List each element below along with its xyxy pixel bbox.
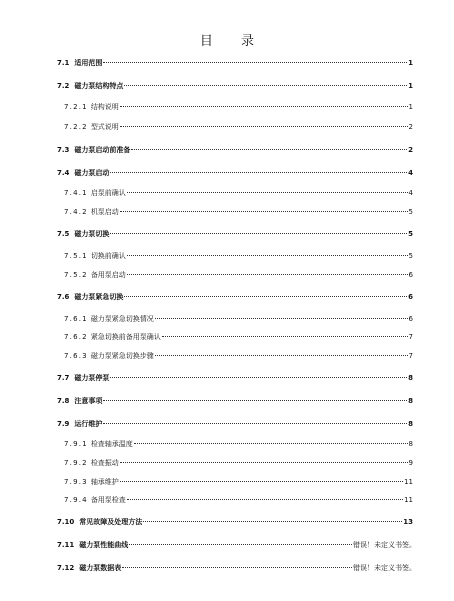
toc-number: 7.4.2: [64, 208, 88, 216]
toc-number: 7.5.1: [64, 252, 88, 260]
toc-entry[interactable]: [0, 494, 454, 506]
toc-page-number: 错误！未定义书签。: [353, 564, 416, 572]
toc-page-number: 8: [408, 374, 413, 382]
toc-text: 切换前确认: [90, 252, 126, 260]
toc-page-number: 6: [408, 315, 413, 323]
toc-text: 备用泵检查: [90, 496, 126, 504]
toc-entry[interactable]: [0, 457, 454, 469]
dot-leader: [131, 149, 407, 150]
toc-entry[interactable]: [0, 57, 454, 69]
dot-leader: [103, 423, 407, 424]
dot-leader: [120, 481, 403, 482]
toc-number: 7.3: [57, 146, 70, 154]
toc-text: 磁力泵启动前准备: [74, 146, 131, 154]
toc-page-number: 4: [408, 169, 413, 177]
dot-leader: [129, 544, 352, 545]
toc-number: 7.6.1: [64, 315, 88, 323]
toc-number: 7.6.2: [64, 333, 88, 341]
toc-entry[interactable]: [0, 167, 454, 179]
toc-entry[interactable]: [0, 269, 454, 281]
toc-text: 适用范围: [74, 59, 103, 67]
toc-text: 磁力泵启动: [74, 169, 110, 177]
toc-number: 7.2.2: [64, 123, 88, 131]
toc-page-number: 6: [408, 293, 413, 301]
toc-page-number: 11: [404, 478, 413, 486]
toc-number: 7.4.1: [64, 189, 88, 197]
toc-page-number: 8: [408, 420, 413, 428]
toc-text: 紧急切换前备用泵确认: [90, 333, 161, 341]
toc-page-number: 5: [408, 252, 413, 260]
toc-text: 磁力泵停泵: [74, 374, 110, 382]
toc-entry[interactable]: [0, 313, 454, 325]
dot-leader: [124, 85, 407, 86]
dot-leader: [127, 192, 408, 193]
toc-number: 7.1: [57, 59, 70, 67]
toc-text: 机泵启动: [90, 208, 119, 216]
toc-entry[interactable]: [0, 539, 454, 551]
toc-number: 7.9.1: [64, 440, 88, 448]
toc-entry[interactable]: [0, 121, 454, 133]
dot-leader: [120, 126, 408, 127]
toc-number: 7.11: [57, 541, 75, 549]
toc-text: 磁力泵紧急切换: [74, 293, 124, 301]
toc-text: 磁力泵结构特点: [74, 82, 124, 90]
dot-leader: [162, 336, 408, 337]
toc-text: 型式说明: [90, 123, 119, 131]
dot-leader: [120, 462, 408, 463]
toc-number: 7.2.1: [64, 103, 88, 111]
toc-page-number: 8: [408, 440, 413, 448]
toc-text: 磁力泵数据表: [79, 564, 122, 572]
toc-number: 7.9.2: [64, 459, 88, 467]
dot-leader: [110, 377, 407, 378]
toc-page-number: 13: [403, 518, 413, 526]
toc-page-number: 2: [408, 146, 413, 154]
toc-page-number: 1: [408, 82, 413, 90]
page-title: 目 录: [199, 34, 267, 49]
toc-entry[interactable]: [0, 187, 454, 199]
toc-entry[interactable]: [0, 476, 454, 488]
toc-text: 运行维护: [74, 420, 103, 428]
toc-text: 检查轴承温度: [90, 440, 133, 448]
dot-leader: [110, 233, 407, 234]
toc-text: 磁力泵紧急切换情况: [90, 315, 154, 323]
toc-entry[interactable]: [0, 418, 454, 430]
toc-text: 备用泵启动: [90, 271, 126, 279]
toc-entry[interactable]: [0, 438, 454, 450]
toc-entry[interactable]: [0, 395, 454, 407]
dot-leader: [110, 172, 407, 173]
toc-number: 7.9.3: [64, 478, 88, 486]
toc-number: 7.9: [57, 420, 70, 428]
toc-text: 常见故障及处理方法: [79, 518, 143, 526]
toc-entry[interactable]: [0, 562, 454, 574]
toc-entry[interactable]: [0, 250, 454, 262]
toc-entry[interactable]: [0, 291, 454, 303]
toc-page-number: 6: [408, 271, 413, 279]
toc-text: 磁力泵性能曲线: [79, 541, 129, 549]
toc-page-number: 11: [404, 496, 413, 504]
dot-leader: [155, 355, 408, 356]
toc-page-number: 5: [408, 208, 413, 216]
toc-text: 磁力泵切换: [74, 230, 110, 238]
dot-leader: [103, 62, 407, 63]
toc-entry[interactable]: [0, 80, 454, 92]
toc-number: 7.4: [57, 169, 70, 177]
toc-number: 7.2: [57, 82, 70, 90]
toc-page-number: 5: [408, 230, 413, 238]
toc-page-number: 1: [408, 59, 413, 67]
toc-page-number: 1: [408, 103, 413, 111]
dot-leader: [127, 255, 408, 256]
toc-number: 7.8: [57, 397, 70, 405]
toc-number: 7.10: [57, 518, 75, 526]
toc-entry[interactable]: [0, 228, 454, 240]
toc-text: 轴承维护: [90, 478, 119, 486]
dot-leader: [122, 567, 352, 568]
toc-entry[interactable]: [0, 331, 454, 343]
toc-entry[interactable]: [0, 101, 454, 113]
toc-page-number: 2: [408, 123, 413, 131]
toc-page-number: 错误！未定义书签。: [353, 541, 416, 549]
toc-number: 7.5.2: [64, 271, 88, 279]
toc-entry[interactable]: [0, 144, 454, 156]
dot-leader: [124, 296, 407, 297]
toc-text: 结构说明: [90, 103, 119, 111]
toc-page-number: 7: [408, 333, 413, 341]
toc-page-number: 8: [408, 397, 413, 405]
dot-leader: [120, 106, 408, 107]
dot-leader: [127, 274, 408, 275]
toc-text: 磁力泵紧急切换步骤: [90, 352, 154, 360]
toc-page-number: 7: [408, 352, 413, 360]
toc-text: 注意事项: [74, 397, 103, 405]
toc-text: 启泵前确认: [90, 189, 126, 197]
dot-leader: [155, 318, 408, 319]
toc-number: 7.6.3: [64, 352, 88, 360]
toc-number: 7.9.4: [64, 496, 88, 504]
dot-leader: [120, 211, 408, 212]
toc-number: 7.6: [57, 293, 70, 301]
toc-page-number: 4: [408, 189, 413, 197]
toc-entry[interactable]: [0, 516, 454, 528]
dot-leader: [103, 400, 407, 401]
toc-number: 7.12: [57, 564, 75, 572]
dot-leader: [127, 499, 403, 500]
dot-leader: [143, 521, 402, 522]
toc-entry[interactable]: [0, 350, 454, 362]
toc-number: 7.5: [57, 230, 70, 238]
toc-entry[interactable]: [0, 206, 454, 218]
toc-entry[interactable]: [0, 372, 454, 384]
toc-number: 7.7: [57, 374, 70, 382]
dot-leader: [134, 443, 408, 444]
toc-text: 检查振动: [90, 459, 119, 467]
toc-page-number: 9: [408, 459, 413, 467]
